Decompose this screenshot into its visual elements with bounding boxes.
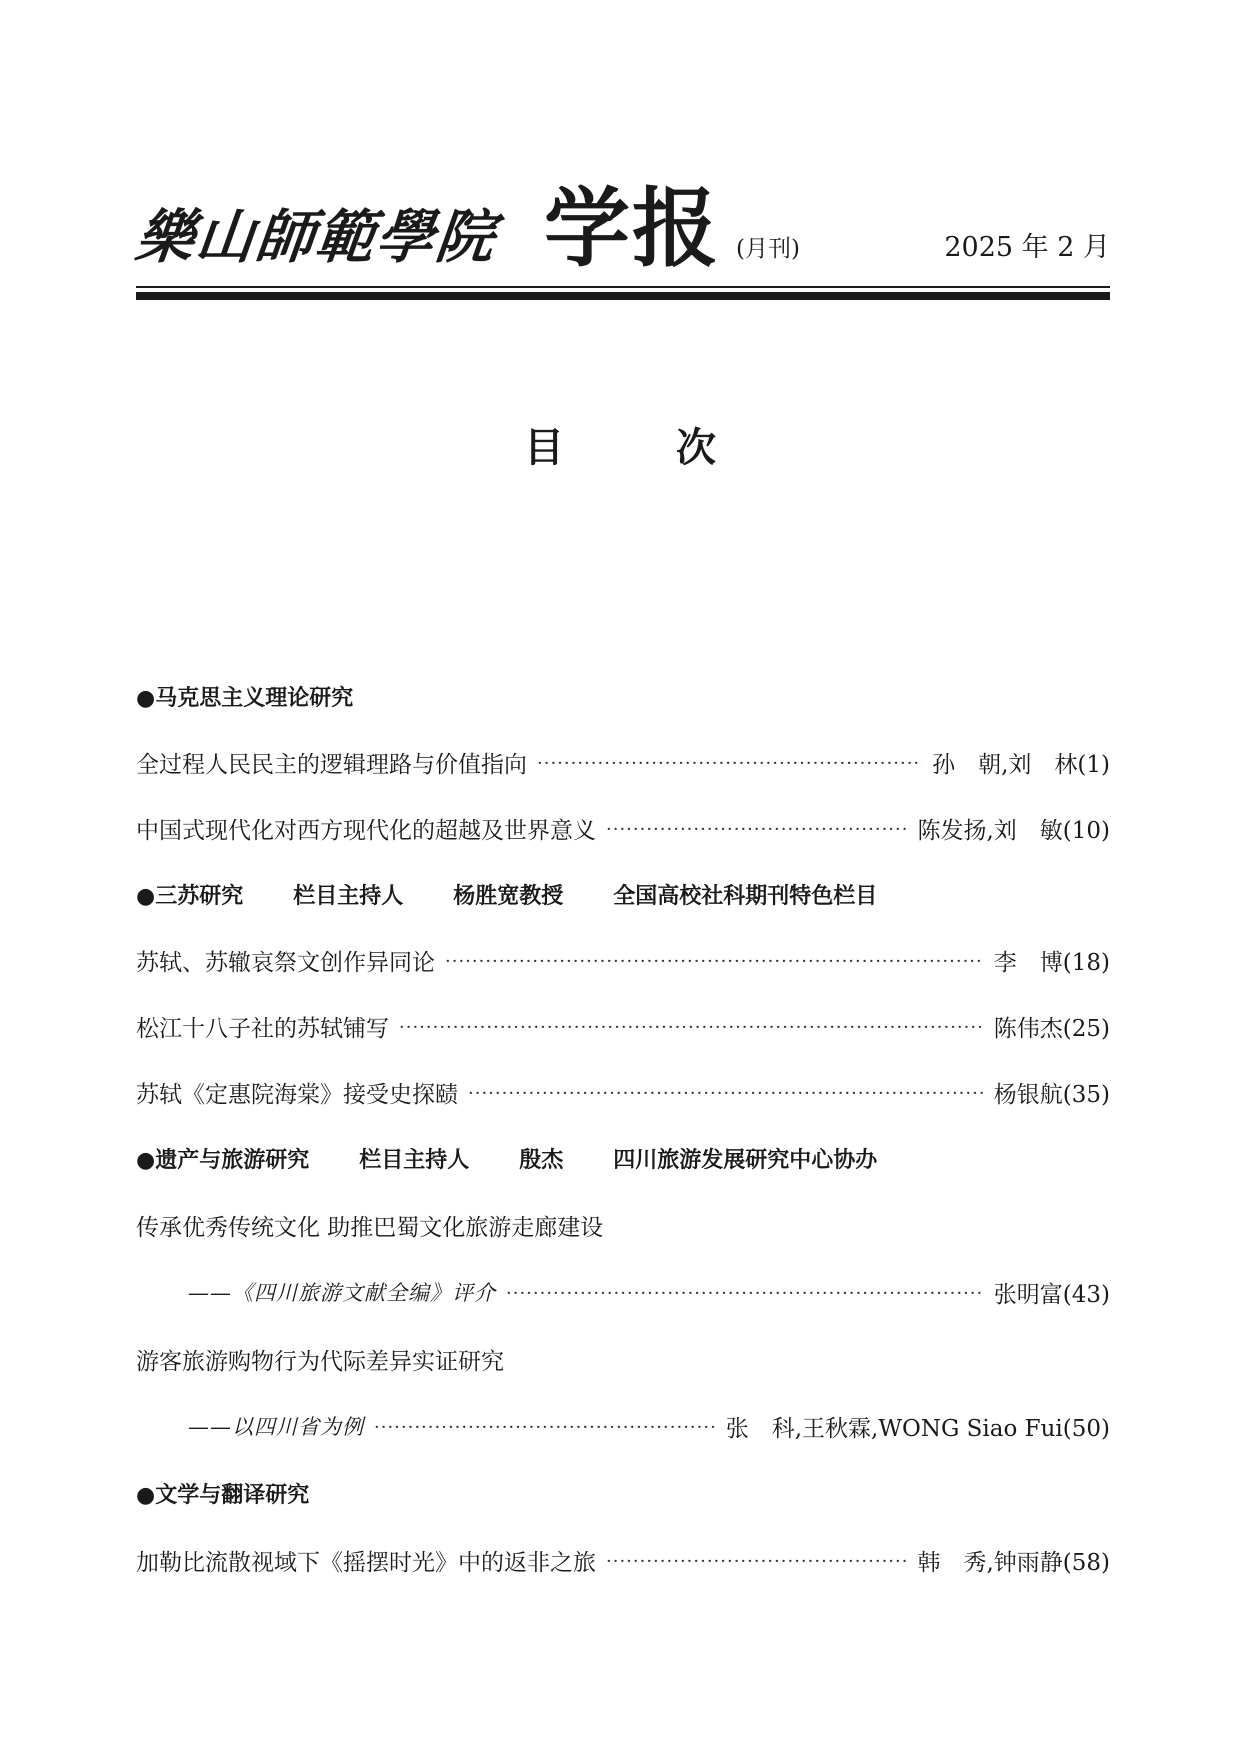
section-title: ●马克思主义理论研究: [136, 685, 354, 711]
toc-entry[interactable]: [136, 1072, 1110, 1112]
journal-name-big: 学报: [544, 178, 720, 279]
article-author-page: 张 科,王秋霖,WONG Siao Fui(50): [725, 1415, 1110, 1442]
publication-frequency: (月刊): [736, 236, 800, 262]
dot-leader: [606, 819, 907, 840]
toc-title: [0, 425, 1240, 471]
section-title: ●文学与翻译研究: [136, 1482, 310, 1508]
article-title: 苏轼《定惠院海棠》接受史探赜: [136, 1081, 458, 1108]
toc-title-char-2: 次: [676, 425, 716, 471]
dot-leader: [506, 1283, 984, 1304]
toc-entry[interactable]: [136, 1540, 1110, 1580]
toc-title-char-1: 目: [524, 425, 564, 471]
header-rule-thick: [136, 292, 1110, 300]
article-author-page: 张明富(43): [993, 1281, 1110, 1308]
section-host-name: 殷杰: [519, 1147, 564, 1173]
toc-entry[interactable]: [136, 940, 1110, 980]
article-title: 松江十八子社的苏轼铺写: [136, 1015, 389, 1042]
article-title: 全过程人民民主的逻辑理路与价值指向: [136, 751, 527, 778]
section-note: 四川旅游发展研究中心协办: [613, 1147, 878, 1173]
section-host-label: 栏目主持人: [293, 883, 404, 909]
dot-leader: [399, 1017, 984, 1038]
article-title: 苏轼、苏辙哀祭文创作异同论: [136, 949, 435, 976]
toc-entry[interactable]: [136, 1272, 1110, 1312]
toc-entry-title-line[interactable]: [136, 1205, 1110, 1245]
dot-leader: [468, 1083, 984, 1104]
section-heading: [136, 1473, 1110, 1513]
article-author-page: 韩 秀,钟雨静(58): [917, 1549, 1110, 1576]
masthead: [132, 178, 1110, 280]
header-rule-thin: [136, 286, 1110, 288]
article-author-page: 陈伟杰(25): [993, 1015, 1110, 1042]
dot-leader: [606, 1551, 907, 1572]
section-title: ●三苏研究: [136, 883, 244, 909]
dot-leader: [445, 951, 984, 972]
section-heading: [136, 874, 1110, 914]
article-subtitle: ——《四川旅游文献全编》评介: [188, 1281, 496, 1305]
article-title: 中国式现代化对西方现代化的超越及世界意义: [136, 817, 596, 844]
section-host-label: 栏目主持人: [359, 1147, 470, 1173]
article-author-page: 杨银航(35): [993, 1081, 1110, 1108]
issue-date: 2025 年 2 月: [944, 232, 1110, 263]
dot-leader: [537, 753, 922, 774]
section-heading: [136, 1138, 1110, 1178]
section-note: 全国高校社科期刊特色栏目: [613, 883, 878, 909]
article-subtitle: ——以四川省为例: [188, 1415, 364, 1439]
toc-entry[interactable]: [136, 808, 1110, 848]
journal-name-calligraphy: 樂山師範學院: [132, 203, 500, 271]
toc-entry[interactable]: [136, 1406, 1110, 1446]
toc-entry-title-line[interactable]: [136, 1339, 1110, 1379]
dot-leader: [374, 1417, 716, 1438]
toc-entry[interactable]: [136, 1006, 1110, 1046]
section-heading: [136, 676, 1110, 716]
article-author-page: 陈发扬,刘 敏(10): [917, 817, 1110, 844]
article-title: 游客旅游购物行为代际差异实证研究: [136, 1348, 504, 1375]
article-title: 加勒比流散视域下《摇摆时光》中的返非之旅: [136, 1549, 596, 1576]
article-author-page: 孙 朝,刘 林(1): [932, 751, 1110, 778]
article-title: 传承优秀传统文化 助推巴蜀文化旅游走廊建设: [136, 1214, 604, 1241]
article-author-page: 李 博(18): [993, 949, 1110, 976]
toc-entry[interactable]: [136, 742, 1110, 782]
section-host-name: 杨胜宽教授: [453, 883, 564, 909]
section-title: ●遗产与旅游研究: [136, 1147, 310, 1173]
